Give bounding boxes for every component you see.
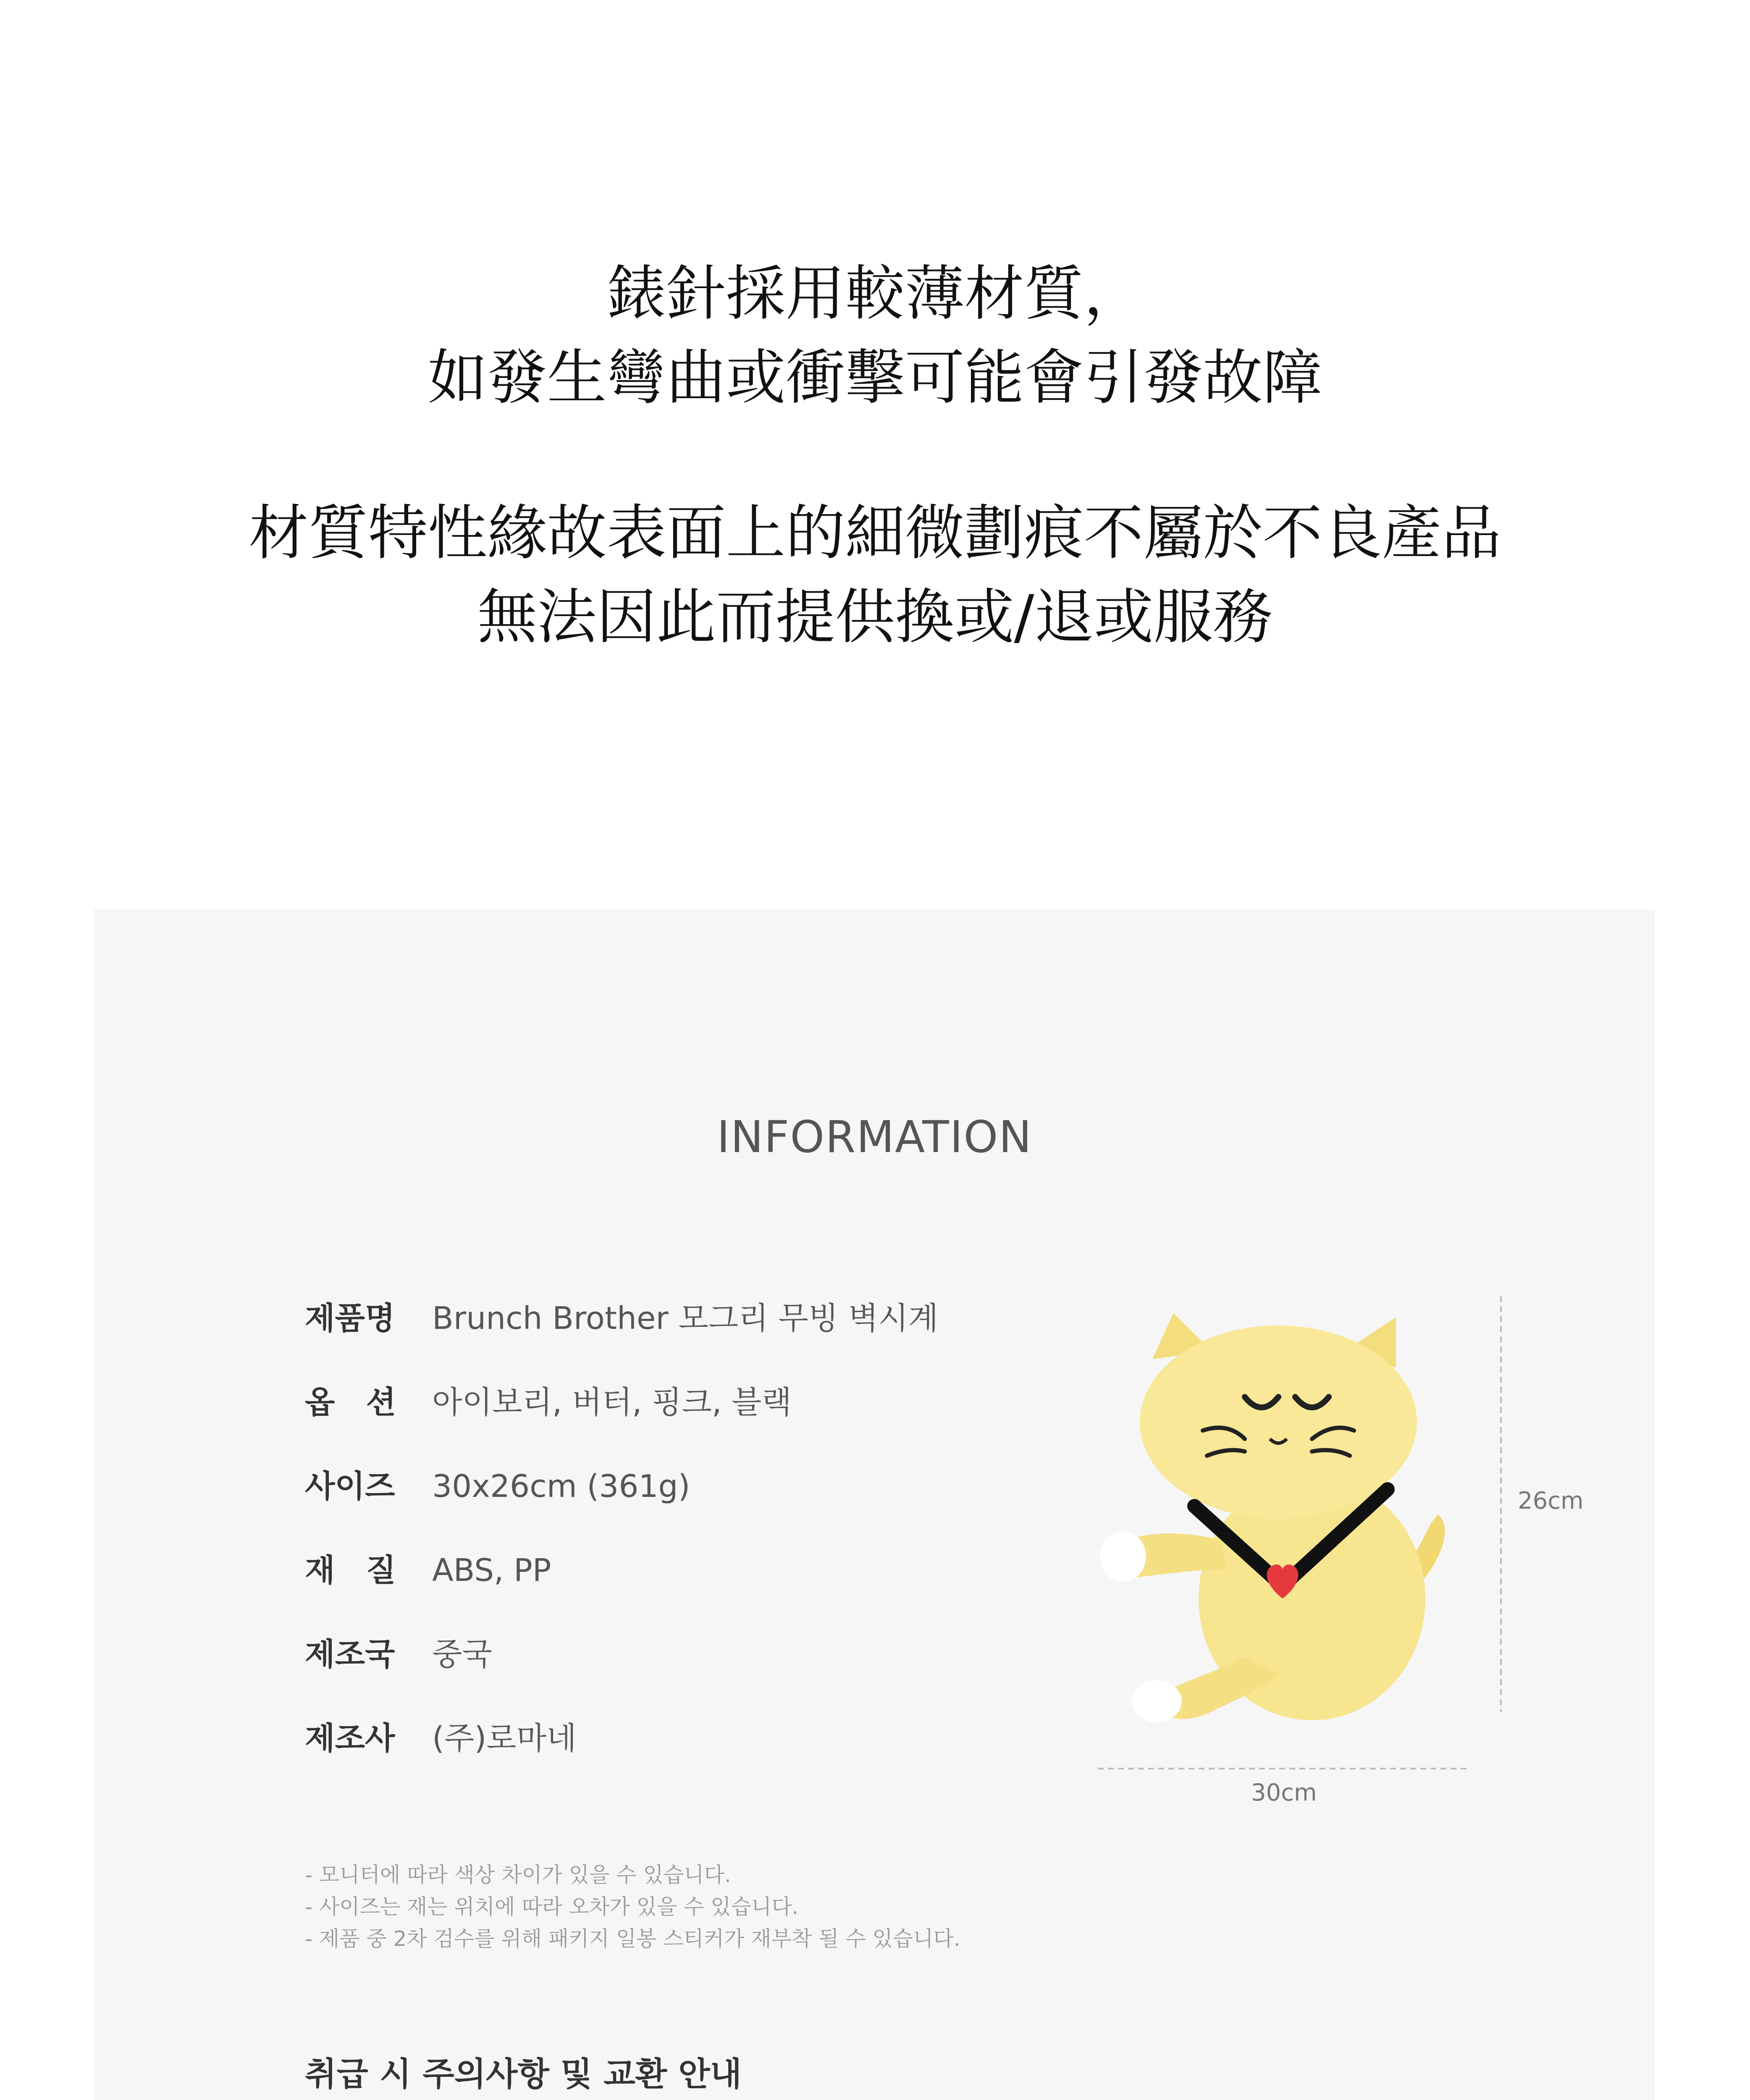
spec-value: 아이보리, 버터, 핑크, 블랙	[432, 1384, 792, 1420]
notice-line: 無法因此而提供換或/退或服務	[477, 583, 1273, 652]
height-dimension-label: 26cm	[1518, 1487, 1584, 1515]
notice-line: 如發生彎曲或衝擊可能會引發故障	[428, 343, 1322, 412]
spec-value: (주)로마네	[432, 1720, 577, 1756]
note-line: - 사이즈는 재는 위치에 따라 오차가 있을 수 있습니다.	[305, 1895, 799, 1919]
information-title: INFORMATION	[716, 1111, 1033, 1163]
spec-label: 제조국	[305, 1636, 395, 1672]
cat-paw	[1100, 1531, 1146, 1582]
spec-value: 중국	[432, 1636, 492, 1672]
product-figure	[976, 1296, 1606, 1806]
spec-value: ABS, PP	[432, 1552, 551, 1588]
cat-foot	[1131, 1680, 1182, 1722]
cat-head	[1140, 1326, 1417, 1519]
spec-label: 재 질	[305, 1552, 396, 1588]
disclaimer-notes	[305, 1859, 960, 1955]
notice-line: 材質特性緣故表面上的細微劃痕不屬於不良產品	[249, 499, 1501, 568]
spec-label: 제품명	[305, 1300, 395, 1336]
cat-clock-illustration	[976, 1296, 1606, 1800]
spec-value: Brunch Brother 모그리 무빙 벽시계	[432, 1300, 939, 1336]
information-panel	[94, 910, 1655, 2100]
care-heading: 취급 시 주의사항 및 교환 안내	[305, 2055, 742, 2093]
note-line: - 모니터에 따라 색상 차이가 있을 수 있습니다.	[305, 1863, 731, 1887]
spec-label: 사이즈	[305, 1468, 395, 1504]
spec-label: 옵 션	[305, 1384, 396, 1420]
hand-material-notice	[0, 252, 1750, 420]
note-line: - 제품 중 2차 검수를 위해 패키지 일봉 스티커가 재부착 될 수 있습니다.	[305, 1927, 960, 1951]
width-dimension-label: 30cm	[1251, 1779, 1317, 1806]
spec-label: 제조사	[305, 1720, 395, 1756]
notice-line: 錶針採用較薄材質，	[606, 259, 1144, 328]
spec-value: 30x26cm (361g)	[432, 1468, 690, 1504]
scratch-policy-notice	[0, 491, 1750, 659]
